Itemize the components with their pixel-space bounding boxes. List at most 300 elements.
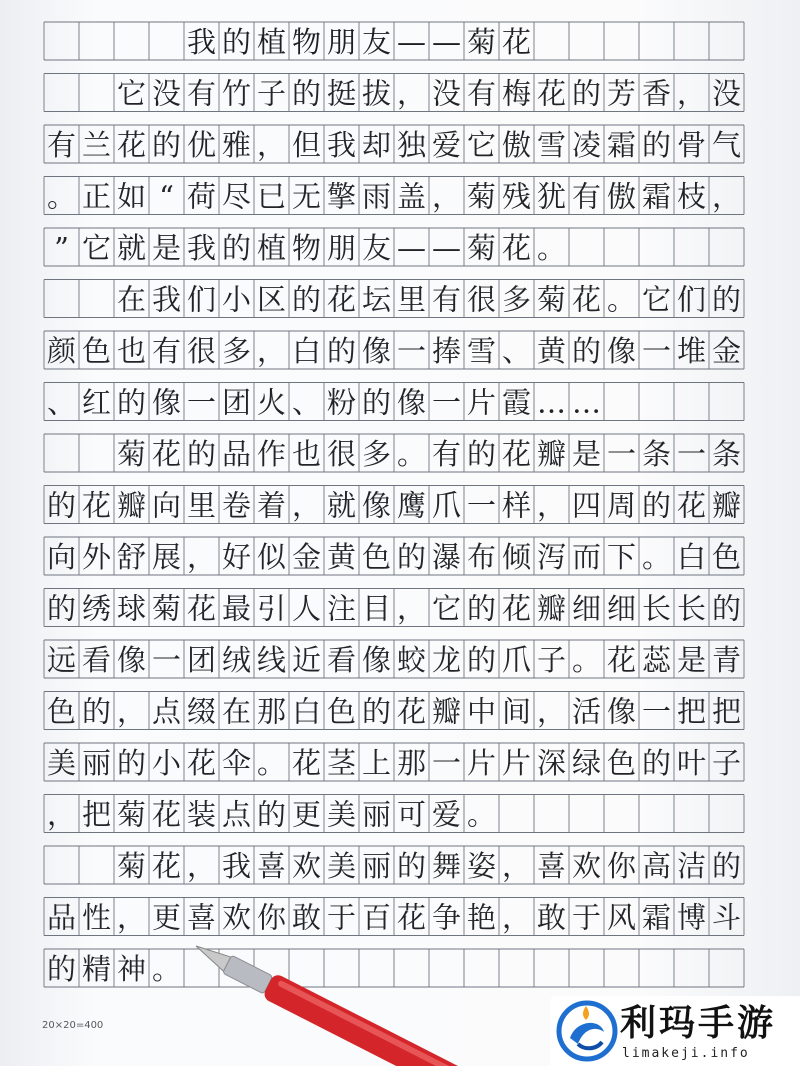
handwritten-character: 我 <box>186 25 217 59</box>
handwritten-character: 姿 <box>466 849 497 883</box>
handwritten-character: 有 <box>431 282 462 317</box>
handwritten-character: 像 <box>361 488 392 523</box>
handwritten-character: 品 <box>221 437 252 471</box>
handwritten-character: 枝 <box>676 179 707 214</box>
handwritten-character: 霜 <box>641 900 672 935</box>
handwritten-character: 有 <box>431 437 462 471</box>
handwritten-character: 一 <box>466 488 497 523</box>
handwritten-character: 霞 <box>501 385 532 420</box>
handwritten-character: … <box>537 385 566 420</box>
handwritten-character: 装 <box>186 797 217 832</box>
handwritten-character: 百 <box>361 900 392 935</box>
handwritten-character: 植 <box>256 25 287 59</box>
handwritten-character: 黄 <box>326 540 357 574</box>
handwritten-character: 你 <box>606 849 637 883</box>
handwritten-character: 荷 <box>186 179 217 214</box>
handwritten-character: 多 <box>501 282 532 317</box>
handwritten-character: 的 <box>641 128 672 162</box>
handwritten-character: 的 <box>116 746 147 780</box>
handwritten-character: 很 <box>186 334 217 368</box>
handwritten-character: 。 <box>536 231 567 265</box>
handwritten-character: 朋 <box>326 231 357 265</box>
handwritten-character: 但 <box>291 128 322 162</box>
handwritten-character: 条 <box>641 437 672 471</box>
handwritten-character: ， <box>256 334 287 368</box>
handwritten-character: 喜 <box>256 849 287 883</box>
handwritten-character: 、 <box>291 385 322 420</box>
handwritten-character: 引 <box>256 591 287 626</box>
handwritten-character: 的 <box>221 231 252 265</box>
handwritten-character: 没 <box>151 76 182 111</box>
handwritten-character: 们 <box>676 282 707 317</box>
handwritten-character: 植 <box>256 231 287 265</box>
handwritten-character: 多 <box>221 334 252 368</box>
grid-row <box>44 743 744 781</box>
handwritten-character: 的 <box>46 952 77 986</box>
handwritten-character: ， <box>116 900 147 935</box>
handwritten-character: 、 <box>46 385 77 420</box>
handwritten-character: 像 <box>151 385 182 420</box>
handwritten-character: 四 <box>571 488 602 523</box>
handwritten-character: 盖 <box>396 179 427 214</box>
handwritten-character: 的 <box>326 334 357 368</box>
handwritten-character: 更 <box>291 797 322 832</box>
handwritten-character: 子 <box>711 746 742 780</box>
handwritten-character: 红 <box>81 385 112 420</box>
handwritten-character: 友 <box>361 231 392 265</box>
handwritten-character: 坛 <box>361 282 392 317</box>
handwritten-character: 你 <box>256 900 287 935</box>
handwritten-character: 线 <box>256 643 287 677</box>
handwritten-character: 色 <box>81 334 112 368</box>
handwritten-character: 爱 <box>431 128 462 162</box>
handwritten-character: 洁 <box>676 849 707 883</box>
handwritten-character: 可 <box>396 797 427 832</box>
handwritten-character: ， <box>431 179 462 214</box>
handwritten-character: 鹰 <box>396 488 427 523</box>
handwritten-character: 细 <box>606 591 637 626</box>
handwritten-character: 敢 <box>536 900 567 935</box>
handwritten-character: ， <box>536 488 567 523</box>
handwritten-character: 色 <box>711 540 742 574</box>
handwritten-character: 粉 <box>326 385 357 420</box>
grid-row <box>44 74 744 112</box>
handwritten-character: 舒 <box>116 540 147 574</box>
handwritten-character: 于 <box>326 900 357 935</box>
handwritten-character: 的 <box>221 25 252 59</box>
handwritten-character: 颜 <box>46 334 77 368</box>
handwritten-character: ， <box>46 797 77 832</box>
handwritten-character: 雅 <box>221 128 252 162</box>
handwritten-character: 的 <box>396 849 427 883</box>
handwritten-character: 欢 <box>291 849 322 883</box>
handwritten-character: 点 <box>151 694 182 729</box>
handwritten-character: 骨 <box>676 128 707 162</box>
handwritten-character: 花 <box>571 282 602 317</box>
handwritten-character: 欢 <box>221 900 252 935</box>
handwritten-character: 擎 <box>326 179 357 214</box>
grid-row <box>44 125 744 163</box>
handwritten-character: 傲 <box>606 179 637 214</box>
handwritten-character: 们 <box>186 282 217 317</box>
handwritten-character: — <box>397 231 426 265</box>
handwritten-character: 像 <box>606 334 637 368</box>
handwritten-character: 的 <box>256 797 287 832</box>
handwritten-character: 像 <box>116 643 147 677</box>
handwritten-character: 它 <box>431 591 462 626</box>
handwritten-character: 霜 <box>606 128 637 162</box>
handwritten-character: 一 <box>396 334 427 368</box>
handwritten-character: ， <box>186 540 217 574</box>
handwritten-character: 芳 <box>606 76 637 111</box>
handwritten-character: ， <box>256 128 287 162</box>
handwritten-character: 子 <box>256 76 287 111</box>
handwritten-character: 爪 <box>501 643 532 677</box>
handwritten-character: 却 <box>361 128 392 162</box>
handwritten-character: 似 <box>256 540 287 574</box>
handwritten-character: 的 <box>396 540 427 574</box>
handwritten-character: ， <box>396 591 427 626</box>
handwritten-character: 中 <box>466 694 497 729</box>
handwritten-character: 多 <box>361 437 392 471</box>
grid-row <box>44 692 744 730</box>
handwritten-character: 。 <box>606 282 637 317</box>
handwritten-character: 向 <box>46 540 77 574</box>
handwritten-character: 小 <box>151 746 182 780</box>
grid-row <box>44 486 744 524</box>
handwritten-character: 像 <box>606 694 637 729</box>
handwritten-character: 。 <box>466 797 497 832</box>
handwritten-character: 花 <box>396 900 427 935</box>
handwritten-character: 细 <box>571 591 602 626</box>
handwritten-character: 兰 <box>81 128 112 162</box>
handwritten-character: 花 <box>396 694 427 729</box>
handwritten-character: 色 <box>606 746 637 780</box>
handwritten-character: 外 <box>81 540 112 574</box>
handwritten-character: 性 <box>81 900 112 935</box>
handwritten-character: ， <box>186 849 217 883</box>
handwritten-character: 舞 <box>431 849 462 883</box>
handwritten-character: 深 <box>536 746 567 780</box>
handwritten-character: 正 <box>81 179 112 214</box>
grid-row <box>44 640 744 678</box>
handwritten-character: 黄 <box>536 334 567 368</box>
handwritten-character: 朋 <box>326 25 357 59</box>
handwritten-character: 白 <box>291 694 322 729</box>
grid-row <box>44 898 744 936</box>
handwritten-character: ， <box>501 849 532 883</box>
handwritten-character: ， <box>291 488 322 523</box>
handwritten-character: 它 <box>466 128 497 162</box>
handwritten-character: 子 <box>536 643 567 677</box>
handwritten-character: 花 <box>536 76 567 111</box>
handwritten-character: 残 <box>501 179 532 214</box>
handwritten-character: 我 <box>326 128 357 162</box>
handwritten-character: 里 <box>396 282 427 317</box>
handwritten-character: 花 <box>186 591 217 626</box>
handwritten-character: 远 <box>46 643 77 677</box>
handwritten-character: 目 <box>361 591 392 626</box>
handwritten-character: 花 <box>186 746 217 780</box>
grid-row <box>44 22 744 60</box>
handwritten-character: 是 <box>571 437 602 471</box>
handwritten-character: 片 <box>466 385 497 420</box>
handwritten-character: 人 <box>291 591 322 626</box>
handwritten-character: 绿 <box>571 746 602 780</box>
handwritten-character: 丽 <box>361 849 392 883</box>
handwritten-character: 。 <box>396 437 427 471</box>
handwritten-character: 一 <box>641 334 672 368</box>
handwritten-character: 有 <box>151 334 182 368</box>
handwritten-character: 霜 <box>641 179 672 214</box>
handwritten-character: 色 <box>361 540 392 574</box>
handwritten-character: 蛟 <box>396 643 427 677</box>
handwritten-character: 着 <box>256 488 287 523</box>
handwritten-character: 喜 <box>536 849 567 883</box>
handwritten-character: 博 <box>676 900 707 935</box>
handwritten-character: — <box>432 25 461 59</box>
handwritten-character: 周 <box>606 488 637 523</box>
handwritten-character: 没 <box>711 76 742 111</box>
handwritten-character: 上 <box>361 746 392 780</box>
handwritten-character: 。 <box>46 179 77 214</box>
handwritten-character: 的 <box>46 591 77 626</box>
handwritten-character: 花 <box>501 25 532 59</box>
handwritten-character: 一 <box>676 437 707 471</box>
handwritten-character: 蕊 <box>641 643 672 677</box>
handwritten-character: 把 <box>81 797 112 832</box>
handwritten-character: 争 <box>431 900 462 935</box>
handwritten-character: 小 <box>221 282 252 317</box>
handwritten-character: 团 <box>221 385 252 420</box>
handwritten-character: 间 <box>501 694 532 729</box>
handwritten-character: 香 <box>641 76 672 111</box>
handwritten-character: 花 <box>606 643 637 677</box>
handwritten-character: 一 <box>151 643 182 677</box>
grid-row <box>44 846 744 884</box>
handwritten-character: 犹 <box>536 179 567 214</box>
handwritten-character: 美 <box>326 849 357 883</box>
handwritten-character: 绣 <box>81 591 112 626</box>
handwritten-character: 最 <box>221 591 252 626</box>
handwritten-character: 我 <box>151 282 182 317</box>
site-watermark <box>550 996 800 1066</box>
grid-row <box>44 177 744 215</box>
handwritten-character: 火 <box>256 385 287 420</box>
handwritten-character: 布 <box>466 540 497 574</box>
handwritten-character: 堆 <box>676 334 707 368</box>
handwritten-character: 菊 <box>466 179 497 214</box>
handwritten-character: 菊 <box>151 591 182 626</box>
handwritten-character: 龙 <box>431 643 462 677</box>
handwritten-character: 。 <box>641 540 672 574</box>
watermark-url: limakeji.info <box>622 1046 750 1061</box>
handwritten-character: 花 <box>501 231 532 265</box>
watermark-title: 利玛手游 <box>620 1003 777 1044</box>
handwritten-character: 独 <box>396 128 427 162</box>
handwritten-character: 如 <box>116 179 147 214</box>
handwritten-character: 。 <box>571 643 602 677</box>
handwritten-character: 把 <box>711 694 742 729</box>
handwritten-character: 友 <box>361 25 392 59</box>
handwritten-character: ， <box>501 900 532 935</box>
grid-row <box>44 795 744 833</box>
handwritten-character: 的 <box>571 76 602 111</box>
handwritten-character: 花 <box>501 437 532 471</box>
handwritten-character: 捧 <box>431 334 462 368</box>
handwritten-character: 欢 <box>571 849 602 883</box>
handwritten-character: 像 <box>396 385 427 420</box>
handwritten-character: 。 <box>256 746 287 780</box>
handwritten-character: 它 <box>641 282 672 317</box>
handwritten-character: 物 <box>291 25 322 59</box>
handwritten-character: 的 <box>641 488 672 523</box>
handwritten-character: 叶 <box>676 746 707 780</box>
handwritten-character: 爪 <box>431 488 462 523</box>
handwritten-character: 在 <box>116 282 147 317</box>
handwritten-character: 精 <box>81 952 112 986</box>
handwritten-character: 里 <box>186 488 217 523</box>
handwritten-character: 的 <box>466 591 497 626</box>
handwritten-character: 是 <box>676 643 707 677</box>
handwritten-character: 没 <box>431 76 462 111</box>
handwritten-character: … <box>572 385 601 420</box>
handwritten-character: 伞 <box>221 746 252 780</box>
handwritten-character: 已 <box>256 179 287 214</box>
handwritten-character: 有 <box>466 76 497 111</box>
handwritten-character: 也 <box>116 334 147 368</box>
handwritten-character: 的 <box>466 643 497 677</box>
handwritten-character: — <box>397 25 426 59</box>
handwritten-character: 的 <box>116 385 147 420</box>
handwritten-character: 我 <box>221 849 252 883</box>
handwritten-character: 瓣 <box>536 437 567 471</box>
handwritten-character: 的 <box>641 746 672 780</box>
handwritten-character: 区 <box>256 282 287 317</box>
handwritten-character: ， <box>676 76 707 111</box>
handwritten-character: 它 <box>116 76 147 111</box>
handwritten-character: 花 <box>326 282 357 317</box>
handwritten-character: 的 <box>361 694 392 729</box>
handwritten-character: 像 <box>361 643 392 677</box>
handwritten-character: — <box>432 231 461 265</box>
handwritten-character: 片 <box>501 746 532 780</box>
handwritten-character: ， <box>711 179 742 214</box>
handwritten-character: 的 <box>291 282 322 317</box>
handwritten-character: 泻 <box>536 540 567 574</box>
grid-row <box>44 589 744 627</box>
handwritten-character: 瓣 <box>711 488 742 523</box>
handwritten-character: 高 <box>641 849 672 883</box>
handwritten-character: 茎 <box>326 746 357 780</box>
handwritten-character: 瀑 <box>431 540 462 574</box>
handwritten-character: 瓣 <box>116 488 147 523</box>
handwritten-character: 长 <box>676 591 707 626</box>
handwritten-character: 丽 <box>361 797 392 832</box>
handwritten-character: ， <box>536 694 567 729</box>
handwritten-character: 花 <box>676 488 707 523</box>
handwritten-character: 傲 <box>501 128 532 162</box>
handwritten-character: 卷 <box>221 488 252 523</box>
handwritten-character: 色 <box>326 694 357 729</box>
handwritten-character: 下 <box>606 540 637 574</box>
handwritten-character: 雪 <box>536 128 567 162</box>
handwritten-character: 一 <box>186 385 217 420</box>
handwritten-character: 神 <box>116 952 147 986</box>
handwritten-character: 金 <box>711 334 742 368</box>
grid-row <box>44 280 744 318</box>
handwritten-character: 绒 <box>221 643 252 677</box>
handwritten-character: 菊 <box>466 231 497 265</box>
handwritten-character: 爱 <box>431 797 462 832</box>
handwritten-character: 瓣 <box>431 694 462 729</box>
handwritten-character: 有 <box>571 179 602 214</box>
grid-size-label: 20×20=400 <box>42 1020 104 1031</box>
handwritten-character: 白 <box>291 334 322 368</box>
handwritten-character: 花 <box>151 797 182 832</box>
handwritten-character: 的 <box>81 694 112 729</box>
handwritten-character: ” <box>54 231 69 265</box>
handwritten-character: 拔 <box>361 76 392 111</box>
handwritten-character: 更 <box>151 900 182 935</box>
handwritten-character: 的 <box>186 437 217 471</box>
grid-row <box>44 949 744 987</box>
handwritten-character: 展 <box>151 540 182 574</box>
handwritten-character: ， <box>116 694 147 729</box>
handwritten-character: 青 <box>711 643 742 677</box>
handwritten-character: 球 <box>116 591 147 626</box>
handwritten-character: 的 <box>571 334 602 368</box>
handwritten-character: 那 <box>256 694 287 729</box>
handwritten-character: 优 <box>186 128 217 162</box>
handwritten-character: 敢 <box>291 900 322 935</box>
handwritten-character: 的 <box>711 591 742 626</box>
handwritten-character: 菊 <box>116 849 147 883</box>
handwritten-character: 瓣 <box>536 591 567 626</box>
handwritten-character: 有 <box>186 76 217 111</box>
handwritten-character: 而 <box>571 540 602 574</box>
handwritten-character: 无 <box>291 179 322 214</box>
handwritten-character: 凌 <box>571 128 602 162</box>
handwritten-character: 雪 <box>466 334 497 368</box>
handwritten-character: 丽 <box>81 746 112 780</box>
handwritten-character: 美 <box>46 746 77 780</box>
handwritten-character: 的 <box>361 385 392 420</box>
handwritten-character: 一 <box>431 385 462 420</box>
handwritten-character: 花 <box>151 849 182 883</box>
handwritten-character: 注 <box>326 591 357 626</box>
handwritten-character: 菊 <box>116 437 147 471</box>
handwritten-character: 很 <box>466 282 497 317</box>
handwritten-character: 团 <box>186 643 217 677</box>
handwritten-character: 品 <box>46 900 77 935</box>
handwritten-character: 条 <box>711 437 742 471</box>
handwritten-character: 那 <box>396 746 427 780</box>
handwritten-character: 样 <box>501 488 532 523</box>
handwritten-character: 。 <box>151 952 182 986</box>
handwritten-character: 很 <box>326 437 357 471</box>
handwritten-character: 于 <box>571 900 602 935</box>
handwritten-character: 的 <box>46 488 77 523</box>
handwritten-character: 色 <box>46 694 77 729</box>
handwritten-character: 花 <box>291 746 322 780</box>
handwritten-character: 菊 <box>536 282 567 317</box>
grid-row <box>44 331 744 369</box>
grid-row <box>44 383 744 421</box>
handwritten-character: 气 <box>711 128 742 162</box>
grid-row <box>44 228 744 266</box>
handwritten-character: 作 <box>256 437 287 471</box>
